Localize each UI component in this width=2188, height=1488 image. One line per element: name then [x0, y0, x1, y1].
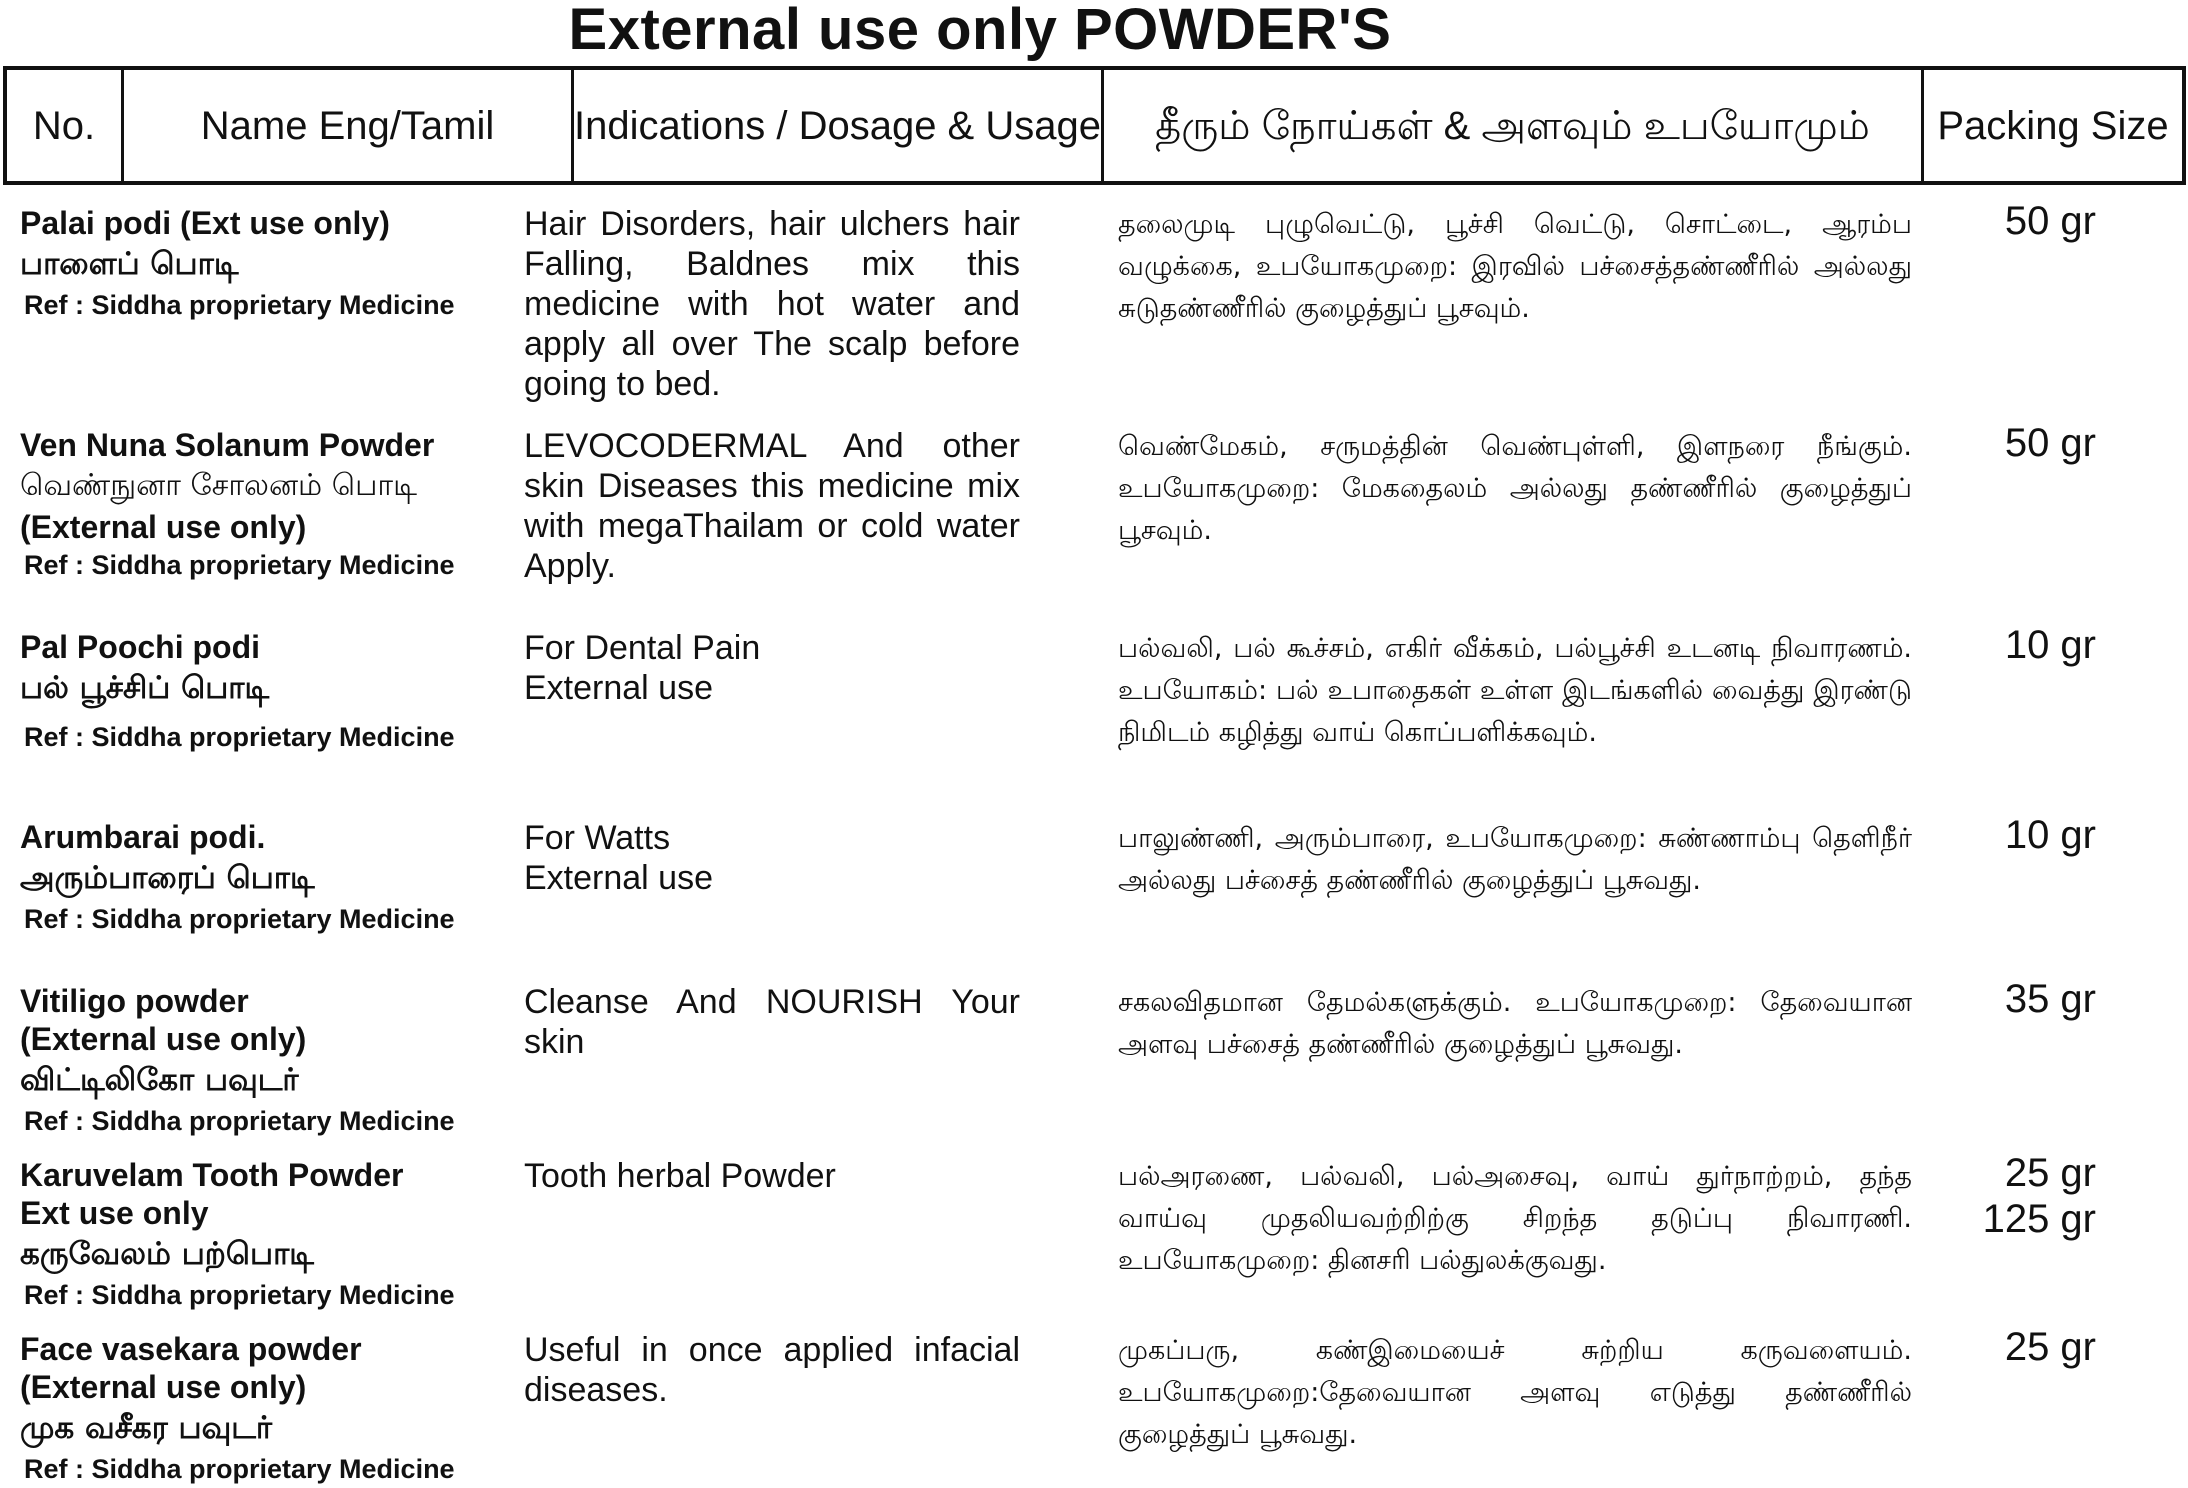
product-tamil-name: பாளைப் பொடி	[20, 246, 239, 282]
header-packing-size: Packing Size	[1937, 103, 2169, 148]
tamil-usage-cell: வெண்மேகம், சருமத்தின் வெண்புள்ளி, இளநரை நீங்கும். உபயோகமுறை: மேகதைலம் அல்லது தண்ணீரில் குழைத்துப் பூசவும்.	[1118, 431, 1912, 546]
indications-cell	[524, 628, 1020, 708]
indication-line: For Watts	[524, 819, 671, 857]
indication-line: Tooth herbal Powder	[524, 1157, 836, 1195]
packing-size-cell	[1926, 812, 2096, 858]
tamil-usage-cell: முகப்பரு, கண்இமையைச் சுற்றிய கருவளையம். உபயோகமுறை:தேவையான அளவு எடுத்து தண்ணீரில் குழைத்துப் பூசுவது.	[1118, 1335, 1912, 1450]
product-tamil-name: விட்டிலிகோ பவுடர்	[20, 1062, 299, 1098]
packing-size: 35 gr	[2004, 977, 2096, 1021]
tamil-usage-cell: சகலவிதமான தேமல்களுக்கும். உபயோகமுறை: தேவையான அளவு பச்சைத் தண்ணீரில் குழைத்துப் பூசுவது.	[1118, 987, 1912, 1060]
packing-size-cell	[1926, 1150, 2096, 1242]
indication-line: For Dental Pain	[524, 629, 761, 667]
packing-size: 50 gr	[2004, 421, 2096, 465]
packing-size: 25 gr	[2004, 1325, 2096, 1369]
product-name-note: (External use only)	[20, 1369, 307, 1405]
product-name: Karuvelam Tooth Powder	[20, 1157, 404, 1193]
product-tamil-name: கருவேலம் பற்பொடி	[20, 1236, 314, 1272]
indications-cell: Useful in once applied infacial diseases.	[524, 1331, 1020, 1409]
product-name: Arumbarai podi.	[20, 819, 266, 855]
reference-note: Ref : Siddha proprietary Medicine	[24, 722, 455, 752]
indications-cell: LEVOCODERMAL And other skin Diseases this medicine mix with megaThailam or cold water Apply.	[524, 427, 1020, 585]
product-name-note: (External use only)	[20, 509, 307, 545]
product-name-cell	[20, 204, 490, 324]
product-name-cell	[20, 982, 490, 1140]
tamil-usage-cell: பாலுண்ணி, அரும்பாரை, உபயோகமுறை: சுண்ணாம்பு தெளிநீர் அல்லது பச்சைத் தண்ணீரில் குழைத்துப் பூசுவது.	[1118, 823, 1912, 896]
indication-line: External use	[524, 669, 713, 707]
product-name-cell	[20, 426, 490, 584]
packing-size: 10 gr	[2004, 813, 2096, 857]
packing-size: 25 gr	[2004, 1151, 2096, 1195]
indications-cell: Hair Disorders, hair ulchers hair Falling, Baldnes mix this medicine with hot water and apply all over The scalp before going to bed.	[524, 205, 1020, 403]
reference-note: Ref : Siddha proprietary Medicine	[24, 290, 455, 320]
product-name: Vitiligo powder	[20, 983, 249, 1019]
product-name: Palai podi (Ext use only)	[20, 205, 390, 241]
product-tamil-name: முக வசீகர பவுடர்	[20, 1410, 273, 1446]
product-name: Face vasekara powder	[20, 1331, 362, 1367]
product-name-cell	[20, 628, 490, 756]
packing-size-cell	[1926, 1324, 2096, 1370]
page-title: External use only POWDER'S	[568, 0, 1392, 62]
indications-cell	[524, 818, 1020, 898]
table-header	[3, 66, 2186, 185]
header-indications: Indications / Dosage & Usage	[574, 70, 1104, 181]
tamil-usage-cell: தலைமுடி புழுவெட்டு, பூச்சி வெட்டு, சொட்டை, ஆரம்ப வழுக்கை, உபயோகமுறை: இரவில் பச்சைத்தண்ணீரில் அல்லது சுடுதண்ணீரில் குழைத்துப் பூசவும்.	[1118, 209, 1912, 324]
packing-size-cell	[1926, 622, 2096, 668]
packing-size-cell	[1926, 420, 2096, 466]
product-name-cell	[20, 1156, 490, 1314]
product-tamil-name: அரும்பாரைப் பொடி	[20, 860, 315, 896]
product-name-note: Ext use only	[20, 1195, 209, 1231]
reference-note: Ref : Siddha proprietary Medicine	[24, 1106, 455, 1136]
header-tamil-usage: தீரும் நோய்கள் & அளவும் உபயோமும்	[1104, 70, 1924, 181]
product-name-cell	[20, 818, 490, 938]
packing-size: 10 gr	[2004, 623, 2096, 667]
reference-note: Ref : Siddha proprietary Medicine	[24, 1454, 455, 1484]
indications-cell: Cleanse And NOURISH Your skin	[524, 983, 1020, 1061]
header-name: Name Eng/Tamil	[124, 70, 574, 181]
tamil-usage-cell: பல்வலி, பல் கூச்சம், எகிர் வீக்கம், பல்பூச்சி உடனடி நிவாரணம். உபயோகம்: பல் உபாதைகள் உள்ள இடங்களில் வைத்து இரண்டு நிமிடம் கழித்து வாய் கொப்பளிக்கவும்.	[1118, 633, 1912, 748]
reference-note: Ref : Siddha proprietary Medicine	[24, 904, 455, 934]
tamil-usage-cell: பல்அரணை, பல்வலி, பல்அசைவு, வாய் துர்நாற்றம், தந்த வாய்வு முதலியவற்றிற்கு சிறந்த தடுப்பு நிவாரணி. உபயோகமுறை: தினசரி பல்துலக்குவது.	[1118, 1161, 1912, 1276]
product-name: Ven Nuna Solanum Powder	[20, 427, 435, 463]
reference-note: Ref : Siddha proprietary Medicine	[24, 1280, 455, 1310]
reference-note: Ref : Siddha proprietary Medicine	[24, 550, 455, 580]
indication-line: External use	[524, 859, 713, 897]
header-no: No.	[7, 70, 124, 181]
product-name-cell	[20, 1330, 490, 1488]
indications-cell	[524, 1156, 1020, 1196]
product-name: Pal Poochi podi	[20, 629, 261, 665]
packing-size: 125 gr	[1982, 1197, 2096, 1241]
product-tamil-name: வெண்நுனா சோலனம் பொடி	[20, 468, 417, 503]
product-tamil-name: பல் பூச்சிப் பொடி	[20, 670, 270, 706]
product-name-note: (External use only)	[20, 1021, 307, 1057]
packing-size-cell	[1926, 198, 2096, 244]
packing-size: 50 gr	[2004, 199, 2096, 243]
packing-size-cell	[1926, 976, 2096, 1022]
